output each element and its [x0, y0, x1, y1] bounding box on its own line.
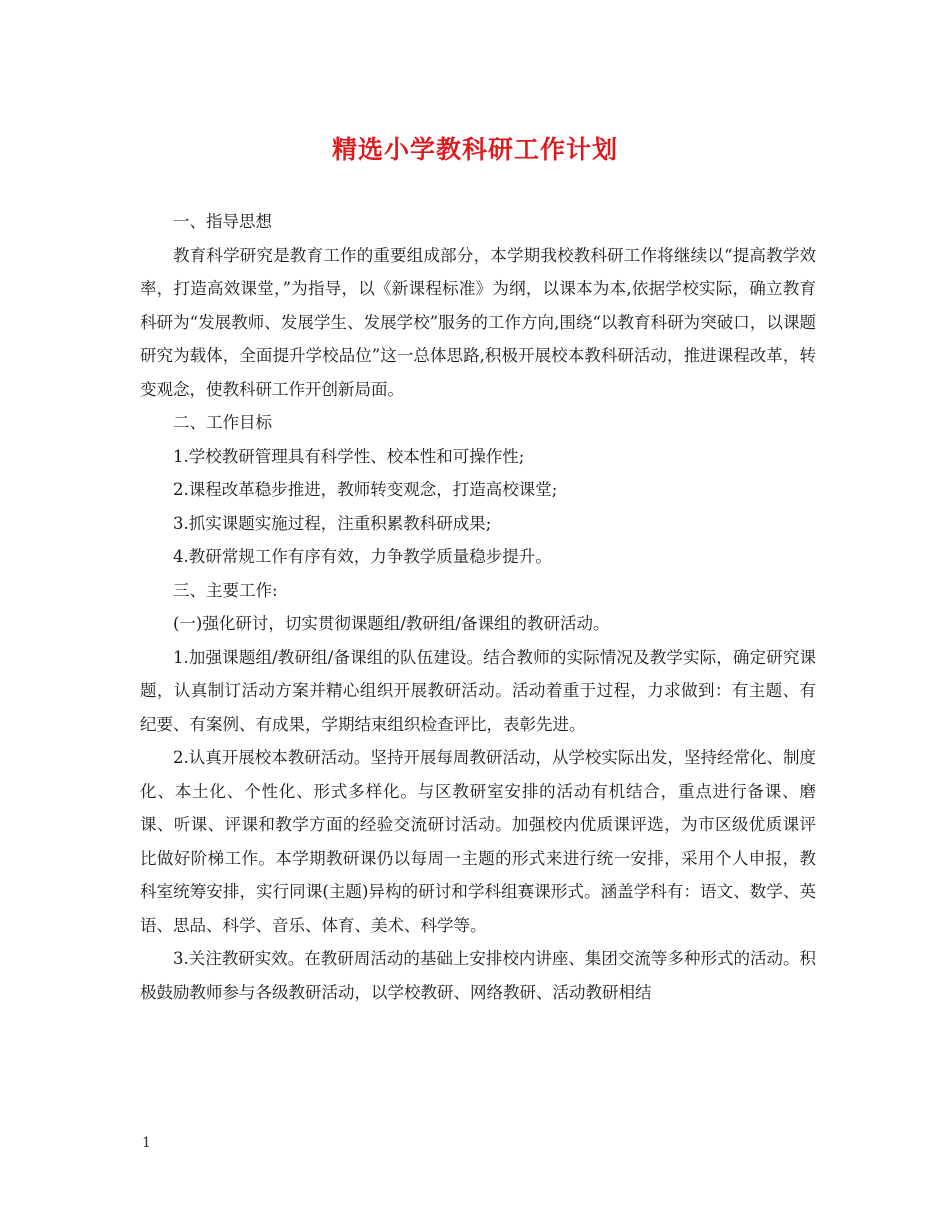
goal-item-2: 2.课程改革稳步推进，教师转变观念，打造高校课堂; — [173, 480, 558, 499]
goal-item-1: 1.学校教研管理具有科学性、校本性和可操作性; — [173, 446, 525, 466]
work-item-2: 2.认真开展校本教研活动。坚持开展每周教研活动，从学校实际出发，坚持经常化、制度化、本土化、个性化、形式多样化。与区教研室安排的活动有机结合，重点进行备课、磨课、听课、评课和教学方面的经验交流研讨活动。加强校内优质课评选，为市区级优质课评比做好阶梯工作。本学期教研课仍以每周一主题的形式来进行统一安排，采用个人申报，教科室统筹安排，实行同课(主题)异构的研讨和学科组赛课形式。涵盖学科有：语文、数学、英语、思品、科学、音乐、体育、美术、科学等。 — [140, 748, 816, 935]
subheading-research: (一)强化研讨，切实贯彻课题组/教研组/备课组的教研活动。 — [173, 614, 610, 633]
work-item-3: 3.关注教研实效。在教研周活动的基础上安排校内讲座、集团交流等多种形式的活动。积极鼓励教师参与各级教研活动，以学校教研、网络教研、活动教研相结 — [140, 949, 816, 1002]
goal-item-3: 3.抓实课题实施过程，注重积累教科研成果; — [173, 513, 492, 533]
work-item-1: 1.加强课题组/教研组/备课组的队伍建设。结合教师的实际情况及教学实际，确定研究课题，认真制订活动方案并精心组织开展教研活动。活动着重于过程，力求做到：有主题、有纪要、有案例、有成果，学期结束组织检查评比，表彰先进。 — [140, 647, 816, 734]
heading-guiding-thought: 一、指导思想 — [173, 212, 272, 231]
paragraph-guiding-thought: 教育科学研究是教育工作的重要组成部分，本学期我校教科研工作将继续以“提高教学效率，打造高效课堂，”为指导，以《新课程标准》为纲，以课本为本,依据学校实际，确立教育科研为“发展教师、发展学生、发展学校”服务的工作方向,围绕“以教育科研为突破口，以课题研究为载体，全面提升学校品位”这一总体思路,积极开展校本教科研活动，推进课程改革，转变观念，使教科研工作开创新局面。 — [140, 245, 816, 399]
goal-item-4: 4.教研常规工作有序有效，力争教学质量稳步提升。 — [173, 547, 552, 566]
document-body — [140, 205, 816, 1009]
heading-work-goals: 二、工作目标 — [173, 413, 272, 432]
document-title: 精选小学教科研工作计划 — [331, 135, 618, 164]
page-number: 1 — [142, 1135, 151, 1151]
heading-main-work: 三、主要工作: — [173, 580, 278, 600]
